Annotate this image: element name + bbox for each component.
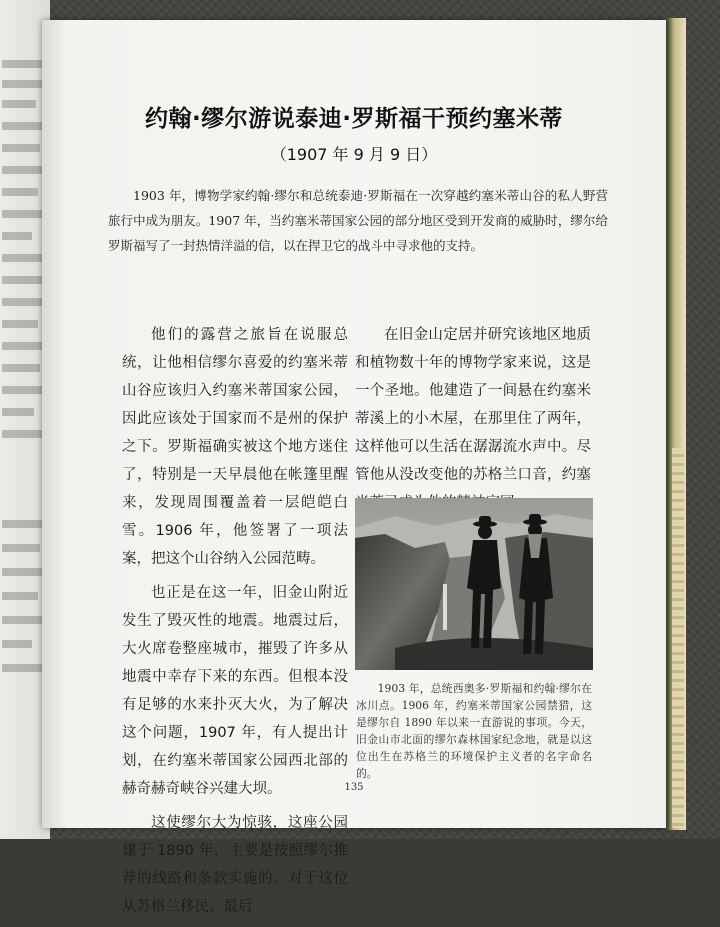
- body-paragraph: 他们的露营之旅旨在说服总统，让他相信缪尔喜爱的约塞米蒂山谷应该归入约塞米蒂国家公园，因此应该处于国家而不是州的保护之下。罗斯福确实被这个地方迷住了，特别是一天早晨他在帐篷里醒来，发现周围覆盖着一层皑皑白雪。1906 年，他签署了一项法案，把这个山谷纳入公园范畴。: [122, 327, 348, 567]
- facing-page-text: [2, 122, 46, 130]
- photo-illustration: [355, 498, 593, 670]
- facing-page-text: [2, 386, 46, 394]
- facing-page-text: [2, 664, 46, 672]
- body-paragraph: 在旧金山定居并研究该地区地质和植物数十年的博物学家来说，这是一个圣地。他建造了一间悬在约塞米蒂溪上的小木屋，在那里住了两年，这样他可以生活在潺潺流水声中。尽管他从没改变他的苏格兰口音，约塞: [355, 327, 591, 483]
- caption-text: 1903 年，总统西奥多·罗斯福和约翰·缪尔在冰川点。1906 年，约塞米蒂国家公园禁猎，这是缪尔自 1890 年以来一直游说的事项。今天，旧金山市北面的缪尔森林国家纪念地，就是以这位出生在苏格兰的环境保护主义者的名字命名的。: [356, 682, 592, 780]
- page-edge-strip: [672, 448, 684, 828]
- facing-page-text: [2, 188, 38, 196]
- facing-page-text: [2, 254, 46, 262]
- page-number: 135: [344, 782, 364, 793]
- facing-page-text: [2, 144, 40, 152]
- body-paragraph: 这使缪尔大为惊骇，这座公园建于 1890 年，主要是按照缪尔推荐的线路和条款实施的。对于这位从苏格兰移民、最后: [122, 815, 348, 915]
- facing-page-text: [2, 232, 32, 240]
- facing-page-text: [2, 210, 46, 218]
- title-date: （1907 年 9 月 9 日）: [270, 145, 438, 164]
- facing-page-text: [2, 276, 42, 284]
- book-page: [42, 20, 666, 915]
- facing-page-text: [2, 342, 46, 350]
- intro-text: 1903 年，博物学家约翰·缪尔和总统泰迪·罗斯福在一次穿越约塞米蒂山谷的私人野营旅行中成为朋友。1907 年，当约塞米蒂国家公园的部分地区受到开发商的威胁时，缪尔给罗斯福写了一封热情洋溢的信，以在捍卫它的战斗中寻求他的支持。: [108, 188, 608, 253]
- facing-page-text: [2, 320, 38, 328]
- facing-page-text: [2, 166, 46, 174]
- left-column: [122, 321, 348, 927]
- facing-page-text: [2, 298, 46, 306]
- facing-page-text: [2, 364, 40, 372]
- photo-caption: [356, 680, 592, 782]
- page-title: 约翰·缪尔游说泰迪·罗斯福干预约塞米蒂: [145, 106, 563, 132]
- facing-page-text: [2, 616, 46, 624]
- facing-page-text: [2, 60, 42, 68]
- historic-photo: [355, 498, 593, 670]
- facing-page-text: [2, 100, 36, 108]
- facing-page-text: [2, 640, 32, 648]
- facing-page-text: [2, 568, 46, 576]
- facing-page-text: [2, 408, 34, 416]
- facing-page-text: [2, 592, 38, 600]
- facing-page-text: [2, 80, 46, 88]
- intro-paragraph: [108, 183, 608, 258]
- facing-page-text: [2, 430, 46, 438]
- body-paragraph: 也正是在这一年，旧金山附近发生了毁灭性的地震。地震过后，大火席卷整座城市，摧毁了许多从地震中幸存下来的东西。但根本没有足够的水来扑灭大火，为了解决这个问题，1907 年，有人提出计划，在约塞米蒂国家公园西北部的赫奇赫奇峡谷兴建大坝。: [122, 585, 348, 797]
- facing-page-text: [2, 520, 46, 528]
- facing-page-text: [2, 544, 40, 552]
